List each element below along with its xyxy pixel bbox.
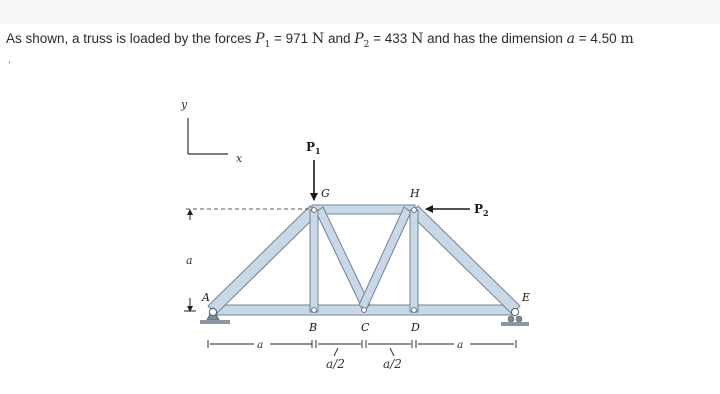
member-he xyxy=(410,206,520,314)
load-p1 xyxy=(306,140,321,200)
left-span-label: a xyxy=(257,339,264,351)
height-dimension xyxy=(184,210,196,311)
axis-x-label: x xyxy=(236,152,243,165)
pin-c xyxy=(362,308,367,313)
member-ag xyxy=(208,206,318,314)
joint-label-g: G xyxy=(321,187,330,200)
p2-symbol: $P_2$ xyxy=(354,31,370,50)
truss-members xyxy=(208,205,520,315)
p1-symbol: $P_1$ xyxy=(255,31,271,50)
pin-d xyxy=(412,308,417,313)
unit-newton: N xyxy=(311,31,325,47)
trailing-dot: . xyxy=(8,54,12,66)
joint-label-c: C xyxy=(361,321,370,334)
problem-text: and xyxy=(324,31,355,46)
joint-label-e: E xyxy=(522,291,531,304)
unit-meter: m xyxy=(620,31,634,47)
problem-text: As shown, a truss is loaded by the forces xyxy=(6,31,256,46)
member-gc xyxy=(316,207,370,310)
joint-label-d: D xyxy=(411,321,420,334)
right-span-label: a xyxy=(457,339,464,351)
half-span-label-2: a/2 xyxy=(383,357,402,371)
joint-label-h: H xyxy=(410,187,420,200)
pin-h xyxy=(412,208,417,213)
half-span-label-1: a/2 xyxy=(326,357,345,371)
member-gb xyxy=(310,210,318,312)
problem-text: = 971 xyxy=(270,31,312,46)
coordinate-axes xyxy=(180,98,243,165)
joint-label-a: A xyxy=(202,291,210,304)
pin-g xyxy=(312,208,317,213)
member-hc xyxy=(359,207,411,310)
problem-text: = 433 xyxy=(369,31,412,46)
axis-y-label: y xyxy=(181,98,188,111)
height-dim-label: a xyxy=(186,254,193,267)
span-dimensions xyxy=(208,340,516,356)
problem-text: and has the dimension xyxy=(423,31,567,46)
unit-newton: N xyxy=(411,31,424,47)
p1-label: $P_1$ xyxy=(306,140,321,156)
pin-b xyxy=(312,308,317,313)
problem-text: = 4.50 xyxy=(575,31,621,46)
a-symbol: a xyxy=(566,31,576,47)
member-top-chord xyxy=(312,205,415,214)
member-hd xyxy=(410,210,418,312)
p2-label: $P_2$ xyxy=(474,202,489,218)
load-p2 xyxy=(426,202,489,218)
joint-label-b: B xyxy=(309,321,318,334)
